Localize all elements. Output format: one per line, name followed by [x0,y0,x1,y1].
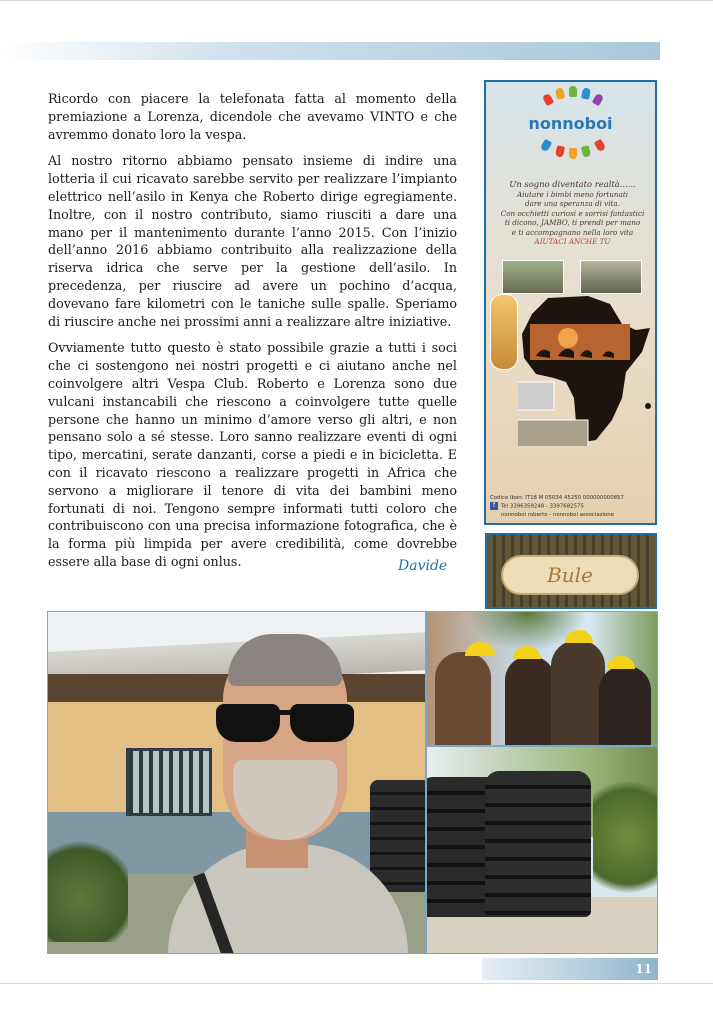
nonnoboi-logo: nonnoboi [528,114,613,133]
worker-3 [551,640,605,746]
poster-line: Un sogno diventato realtà...... [509,179,636,189]
workers-group-photo [426,611,658,746]
bottom-rule [0,983,713,984]
facebook-text: nonnoboi roberto - nonnoboi associazione [501,511,615,518]
worker-2 [505,656,555,746]
poster-line: Con occhietti curiosi e sorrisi fantastici [500,208,645,218]
article-body [48,90,457,580]
bule-sign-photo [485,533,657,609]
iban-text: Codice Iban: IT18 M 05034 45250 000000000857 [490,495,624,501]
worker-4 [599,666,651,746]
author-signature: Davide [398,558,448,574]
poster-slogan [494,180,651,247]
poster-line-cta: AIUTACI ANCHE TU [534,237,611,246]
water-tank-right [485,771,591,917]
bule-sign-text: Bule [501,555,639,595]
water-tanks-photo [426,746,658,954]
window [126,748,212,816]
water-tank [370,780,426,892]
nonnoboi-poster [484,80,657,525]
worker-1 [435,652,491,746]
poster-line: e ti accompagnano nella loro vita [511,227,634,237]
article-paragraph-2: Al nostro ritorno abbiamo pensato insieme di indire una lotteria il cui ricavato sarebbe servito per realizzare l’impianto elettrico nell’asilo in Kenya che Roberto dirige egregiamente. Inoltre, con il nostro contributo, siamo riusciti a dare una mano per il mantenimento durante l’anno 2015. Con l’inizio dell’anno 2016 abbiamo contribuito alla realizzazione della riserva idrica che serve per la gestione dell’asilo. In precedenza, per riuscire ad avere un pochino d’acqua, dovevano fare kilometri con le taniche sulle spalle. Speriamo di riuscire anche nei prossimi anni a realizzare altre iniziative. [48,153,457,329]
page-number: 11 [635,962,652,976]
sunglasses-icon [216,704,356,744]
poster-photo-elephant [490,294,518,370]
poster-contacts [490,494,655,519]
selfie-photo [47,611,426,954]
article-paragraph-3: Ovviamente tutto questo è stato possibile grazie a tutti i soci che ci sostengono nei nostri progetti e ci aiutano anche nel coinvolgere altri Vespa Club. Roberto e Lorenza sono due vulcani instancabili che riescono a coinvolgere tutte quelle persone che hanno un minimo d’amore verso gli altri, e non pensano solo a sé stesse. Loro sanno realizzare eventi di ogni tipo, mercatini, serate danzanti, corse a piedi e in bicicletta. E con il ricavato riescono a realizzare progetti in Africa che servono a migliorare il tenore di vita dei bambini meno fortunati di noi. Tengono sempre informati tutti coloro che contribuiscono con una precisa informazione fotografica, che è la forma più limpida per avere credibilità, come dovrebbe essere alla base di ogni onlus. [48,340,457,569]
poster-photo-children [502,260,564,294]
article-paragraph-1: Ricordo con piacere la telefonata fatta al momento della premiazione a Lorenza, dicendole che avevamo VINTO e che avremmo donato loro la vespa. [48,91,457,142]
poster-photo-school [580,260,642,294]
poster-line: Aiutare i bimbi meno fortunati [516,189,629,199]
facebook-icon: f [490,502,498,510]
africa-map-icon [518,294,654,446]
poster-line: ti dicono, JAMBO, ti prendi per mano [504,218,641,227]
bush [593,767,658,907]
plants [48,832,128,942]
phone-text: f Tel 3396359248 - 3397682575 [490,502,655,511]
poster-line: dare una speranza di vita. [525,199,620,208]
top-rule [0,0,713,1]
header-band [0,42,660,60]
